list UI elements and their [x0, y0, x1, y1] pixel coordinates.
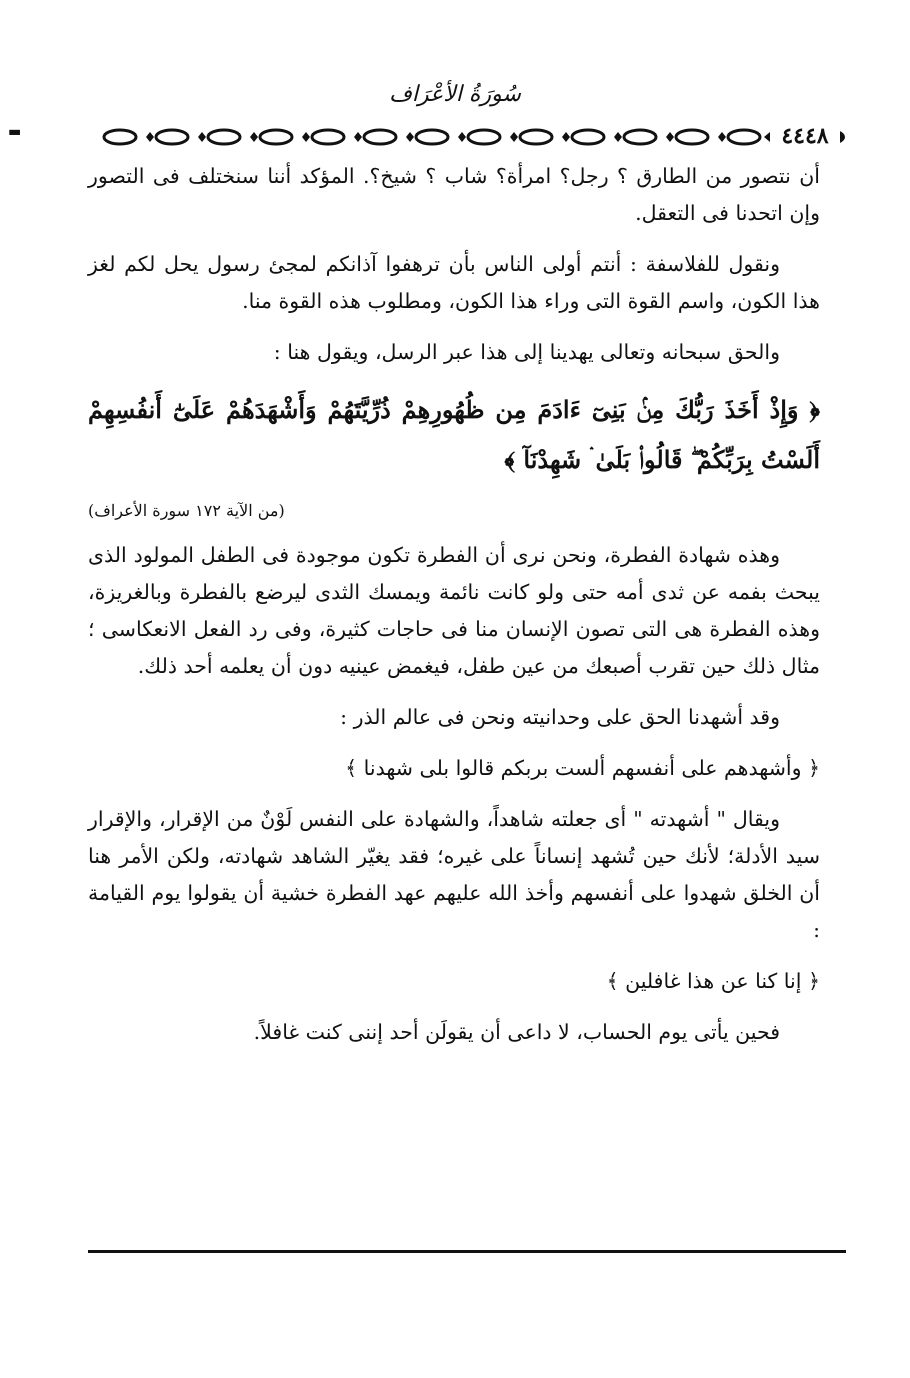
footer-rule — [88, 1250, 846, 1253]
paragraph: وقد أشهدنا الحق على وحدانيته ونحن فى عالم الذر : — [340, 705, 780, 729]
quran-verse-inline: ﴿ وأشهدهم على أنفسهم ألست بربكم قالوا بلى شهدنا ﴾ — [345, 756, 820, 780]
surah-title: سُورَةُ الأعْرَاف — [389, 82, 521, 107]
page-number: ٤٤٤٨ — [770, 122, 840, 150]
quran-verse-inline: ﴿ إنا كنا عن هذا غافلين ﴾ — [606, 969, 820, 993]
quran-verse: ﴿ وَإِذْ أَخَذَ رَبُّكَ مِنۢ بَنِىٓ ءَادَمَ مِن ظُهُورِهِمْ ذُرِّيَّتَهُمْ وَأَشْهَدَهُمْ عَلَىٰٓ أَنفُسِهِمْ أَلَسْتُ بِرَبِّكُمْ ۖ قَالُوا۟ بَلَىٰ ۛ شَهِدْنَآ ﴾ — [88, 395, 820, 474]
margin-mark: ▬ — [8, 124, 22, 140]
paragraph: أن نتصور من الطارق ؟ رجل؟ امرأة؟ شاب ؟ شيخ؟. المؤكد أننا سنختلف فى التصور وإن اتحدنا فى التعقل. — [88, 164, 820, 225]
ornamental-border — [90, 124, 850, 150]
paragraph: وهذه شهادة الفطرة، ونحن نرى أن الفطرة تكون موجودة فى الطفل المولود الذى يبحث بفمه عن ثدى أمه حتى ولو كانت نائمة ويمسك الثدى ليرضع بالفطرة وبالغريزة، وهذه الفطرة هى التى تصون الإنسان منا فى حاجات كثيرة، وفى رد الفعل الانعكاسى ؛ مثال ذلك حين تقرب أصبعك من عين طفل، فيغمض عينيه دون أن يعلمه أحد ذلك. — [88, 543, 820, 678]
paragraph: ونقول للفلاسفة : أنتم أولى الناس بأن ترهفوا آذانكم لمجئ رسول يحل لكم لغز هذا الكون، واسم القوة التى وراء هذا الكون، ومطلوب هذه القوة منا. — [88, 252, 820, 313]
paragraph: والحق سبحانه وتعالى يهدينا إلى هذا عبر الرسل، ويقول هنا : — [273, 340, 780, 364]
verse-reference: (من الآية ١٧٢ سورة الأعراف) — [88, 501, 285, 520]
paragraph: ويقال " أشهدته " أى جعلته شاهداً، والشهادة على النفس لَوْنٌ من الإقرار، والإقرار سيد الأدلة؛ لأنك حين تُشهد إنساناً على غيره؛ فقد يغيّر الشاهد شهادته، ولكن الأمر هنا أن الخلق شهدوا على أنفسهم وأخذ الله عليهم عهد الفطرة خشية أن يقولوا يوم القيامة : — [88, 807, 820, 942]
paragraph: فحين يأتى يوم الحساب، لا داعى أن يقولَن أحد إننى كنت غافلاً. — [253, 1020, 780, 1044]
page-body — [88, 158, 820, 1065]
